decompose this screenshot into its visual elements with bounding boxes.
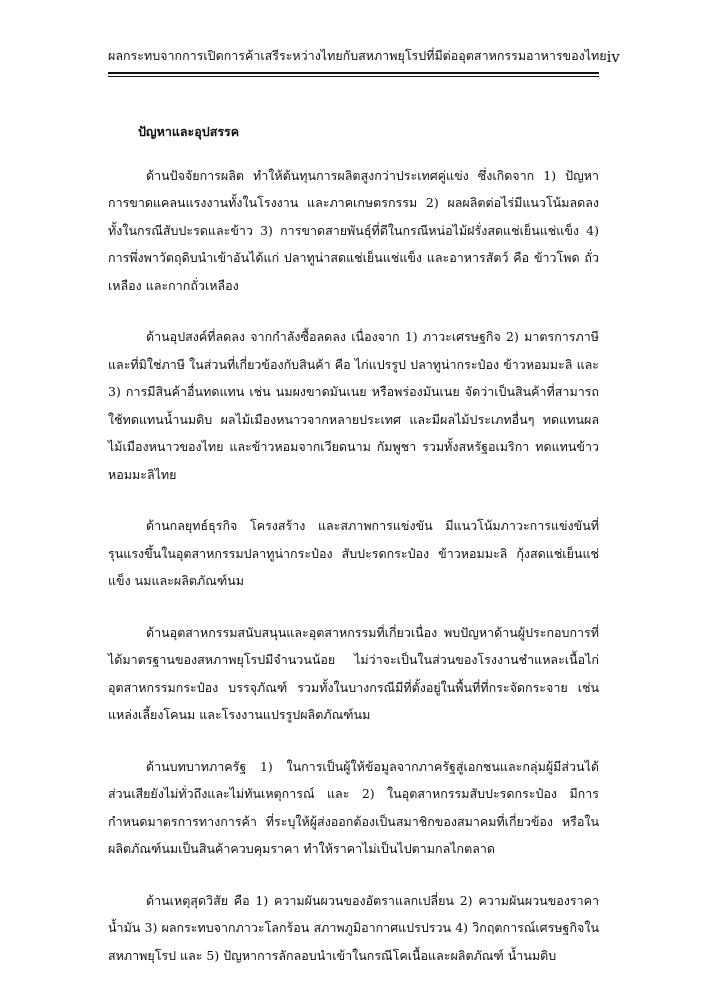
paragraph-strategy: ด้านกลยุทธ์ธุรกิจ โครงสร้าง และสภาพการแข่งขัน มีแนวโน้มภาวะการแข่งขันที่รุนแรงขึ้นในอุตสาหกรรมปลาทูน่ากระป๋อง สับปะรดกระป๋อง ข้าวหอมมะลิ กุ้งสดแช่เย็นแช่แข็ง นมและผลิตภัณฑ์นม (108, 518, 599, 588)
paragraph-government-role: ด้านบทบาทภาครัฐ 1) ในการเป็นผู้ให้ข้อมูลจากภาครัฐสู่เอกชนและกลุ่มผู้มีส่วนได้ส่วนเสียยังไม่ทั่วถึงและไม่ทันเหตุการณ์ และ 2) ในอุตสาหกรรมสับปะรดกระป๋อง มีการกำหนดมาตรการทางการค้า ที่ระบุให้ผู้ส่งออกต้องเป็นสมาชิกของสมาคมที่เกี่ยวข้อง หรือในผลิตภัณฑ์นมเป็นสินค้าควบคุมราคา ทำให้ราคาไม่เป็นไปตามกลไกตลาด (108, 758, 599, 856)
page-body (108, 118, 599, 993)
paragraph-force-majeure: ด้านเหตุสุดวิสัย คือ 1) ความผันผวนของอัตราแลกเปลี่ยน 2) ความผันผวนของราคาน้ำมัน 3) ผลกระทบจากภาวะโลกร้อน สภาพภูมิอากาศแปรปรวน 4) วิกฤตการณ์เศรษฐกิจในสหภาพยุโรป และ 5) ปัญหาการลักลอบนำเข้าในกรณีโคเนื้อและผลิตภัณฑ์ น้ำนมดิบ (108, 892, 599, 963)
paragraph-production-factors: ด้านปัจจัยการผลิต ทำให้ต้นทุนการผลิตสูงกว่าประเทศคู่แข่ง ซึ่งเกิดจาก 1) ปัญหาการขาดแคลนแรงงานทั้งในโรงงาน และภาคเกษตรกรรม 2) ผลผลิตต่อไร่มีแนวโน้มลดลง ทั้งในกรณีสับปะรดและข้าว 3) การขาดสายพันธุ์ที่ดีในกรณีหน่อไม้ฝรั่งสดแช่เย็นแช่แข็ง 4) การพึ่งพาวัตถุดิบนำเข้าอันได้แก่ ปลาทูน่าสดแช่เย็นแช่แข็ง และอาหารสัตว์ คือ ข้าวโพด ถั่วเหลือง และกากถั่วเหลือง (108, 167, 599, 293)
running-header (108, 36, 620, 66)
header-rule-thin (108, 76, 599, 77)
paragraph-supporting-industries: ด้านอุตสาหกรรมสนับสนุนและอุตสาหกรรมที่เกี่ยวเนื่อง พบปัญหาด้านผู้ประกอบการที่ได้มาตรฐานของสหภาพยุโรปมีจำนวนน้อย ไม่ว่าจะเป็นในส่วนของโรงงานชำแหละเนื้อไก่ อุตสาหกรรมกระป๋อง บรรจุภัณฑ์ รวมทั้งในบางกรณีมีที่ตั้งอยู่ในพื้นที่ที่กระจัดกระจาย เช่น แหล่งเลี้ยงโคนม และโรงงานแปรรูปผลิตภัณฑ์นม (108, 624, 599, 722)
section-heading: ปัญหาและอุปสรรค (138, 124, 240, 139)
header-title: ผลกระทบจากการเปิดการค้าเสรีระหว่างไทยกับสหภาพยุโรปที่มีต่ออุตสาหกรรมอาหารของไทย (108, 48, 607, 63)
header-rule-thick (108, 72, 599, 74)
paragraph-demand: ด้านอุปสงค์ที่ลดลง จากกำลังซื้อลดลง เนื่องจาก 1) ภาวะเศรษฐกิจ 2) มาตรการภาษีและที่มิใช่ภาษี ในส่วนที่เกี่ยวข้องกับสินค้า คือ ไก่แปรรูป ปลาทูน่ากระป๋อง ข้าวหอมมะลิ และ 3) การมีสินค้าอื่นทดแทน เช่น นมผงขาดมันเนย หรือพร่องมันเนย จัดว่าเป็นสินค้าที่สามารถใช้ทดแทนน้ำนมดิบ ผลไม้เมืองหนาวจากหลายประเทศ และมีผลไม้ประเภทอื่นๆ ทดแทนผลไม้เมืองหนาวของไทย และข้าวหอมจากเวียดนาม กัมพูชา รวมทั้งสหรัฐอเมริกา ทดแทนข้าวหอมมะลิไทย (108, 329, 599, 482)
page-number: iv (606, 48, 620, 66)
